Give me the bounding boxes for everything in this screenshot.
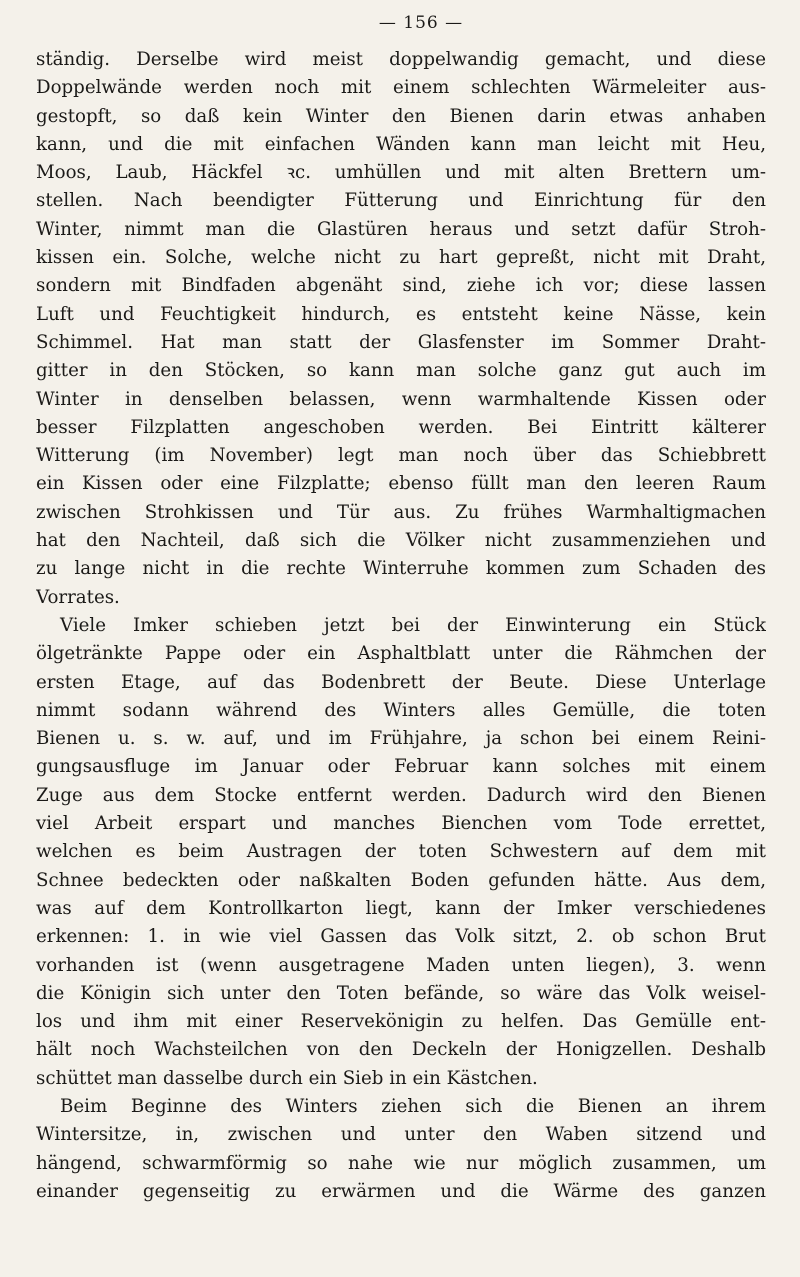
text-line: Zuge aus dem Stocke entfernt werden. Dadurch wird den Bienen [36,784,766,806]
text-line: welchen es beim Austragen der toten Schwestern auf dem mit [36,841,766,863]
text-line: zwischen Strohkissen und Tür aus. Zu frühes Warmhaltigmachen [36,501,766,523]
text-line: einander gegenseitig zu erwärmen und die Wärme des ganzen [36,1180,766,1202]
text-line: gungsausfluge im Januar oder Februar kann solches mit einem [36,756,766,778]
text-line: Witterung (im November) legt man noch über das Schiebbrett [36,445,766,467]
text-line: ölgetränkte Pappe oder ein Asphaltblatt unter die Rähmchen der [36,643,766,665]
text-line: kann, und die mit einfachen Wänden kann man leicht mit Heu, [36,133,766,155]
text-line: los und ihm mit einer Reservekönigin zu helfen. Das Gemülle ent- [36,1011,766,1033]
page-number-header: — 156 — [378,13,464,33]
text-line: besser Filzplatten angeschoben werden. Bei Eintritt kälterer [36,416,766,438]
text-line: kissen ein. Solche, welche nicht zu hart gepreßt, nicht mit Draht, [36,247,766,269]
text-line: Schimmel. Hat man statt der Glasfenster im Sommer Draht- [36,331,766,353]
text-line: Moos, Laub, Häckfel ꝛc. umhüllen und mit alten Brettern um- [36,162,766,184]
text-line: nimmt sodann während des Winters alles Gemülle, die toten [36,699,766,721]
text-line: gestopft, so daß kein Winter den Bienen darin etwas anhaben [36,105,766,127]
text-line: ein Kissen oder eine Filzplatte; ebenso füllt man den leeren Raum [36,473,766,495]
text-line: Schnee bedeckten oder naßkalten Boden gefunden hätte. Aus dem, [36,869,766,891]
text-line: gitter in den Stöcken, so kann man solche ganz gut auch im [36,360,766,382]
text-line: ständig. Derselbe wird meist doppelwandig gemacht, und diese [36,49,766,70]
text-line: sondern mit Bindfaden abgenäht sind, ziehe ich vor; diese lassen [36,275,766,297]
text-line: Winter in denselben belassen, wenn warmhaltende Kissen oder [36,388,766,410]
text-line: viel Arbeit erspart und manches Bienchen vom Tode errettet, [36,813,766,835]
text-line: Vorrates. [36,586,120,608]
text-line: erkennen: 1. in wie viel Gassen das Volk sitzt, 2. ob schon Brut [36,926,766,948]
text-line: Winter, nimmt man die Glastüren heraus und setzt dafür Stroh- [36,218,766,240]
text-line: die Königin sich unter den Toten befände, so wäre das Volk weisel- [36,982,766,1004]
text-line: hält noch Wachsteilchen von den Deckeln der Honigzellen. Deshalb [36,1039,766,1061]
text-line: stellen. Nach beendigter Fütterung und Einrichtung für den [36,190,766,212]
text-line: Bienen u. s. w. auf, und im Frühjahre, ja schon bei einem Reini- [36,728,766,750]
text-line: Beim Beginne des Winters ziehen sich die Bienen an ihrem [60,1095,766,1117]
body-text [36,46,766,1206]
text-line: vorhanden ist (wenn ausgetragene Maden unten liegen), 3. wenn [36,954,766,976]
text-line: Luft und Feuchtigkeit hindurch, es entsteht keine Nässe, kein [36,303,766,325]
text-line: was auf dem Kontrollkarton liegt, kann der Imker verschiedenes [36,897,766,919]
paragraph [36,46,766,612]
text-line: zu lange nicht in die rechte Winterruhe kommen zum Schaden des [36,558,766,580]
paragraph [36,612,766,1093]
text-line: schüttet man dasselbe durch ein Sieb in ein Kästchen. [36,1067,538,1089]
paragraph [36,1093,766,1206]
text-line: Doppelwände werden noch mit einem schlechten Wärmeleiter aus- [36,77,766,99]
text-line: ersten Etage, auf das Bodenbrett der Beute. Diese Unterlage [36,671,766,693]
text-line: hängend, schwarmförmig so nahe wie nur möglich zusammen, um [36,1152,766,1174]
text-line: hat den Nachteil, daß sich die Völker nicht zusammenziehen und [36,530,766,552]
text-line: Viele Imker schieben jetzt bei der Einwinterung ein Stück [60,614,766,636]
text-line: Wintersitze, in, zwischen und unter den Waben sitzend und [36,1124,766,1146]
